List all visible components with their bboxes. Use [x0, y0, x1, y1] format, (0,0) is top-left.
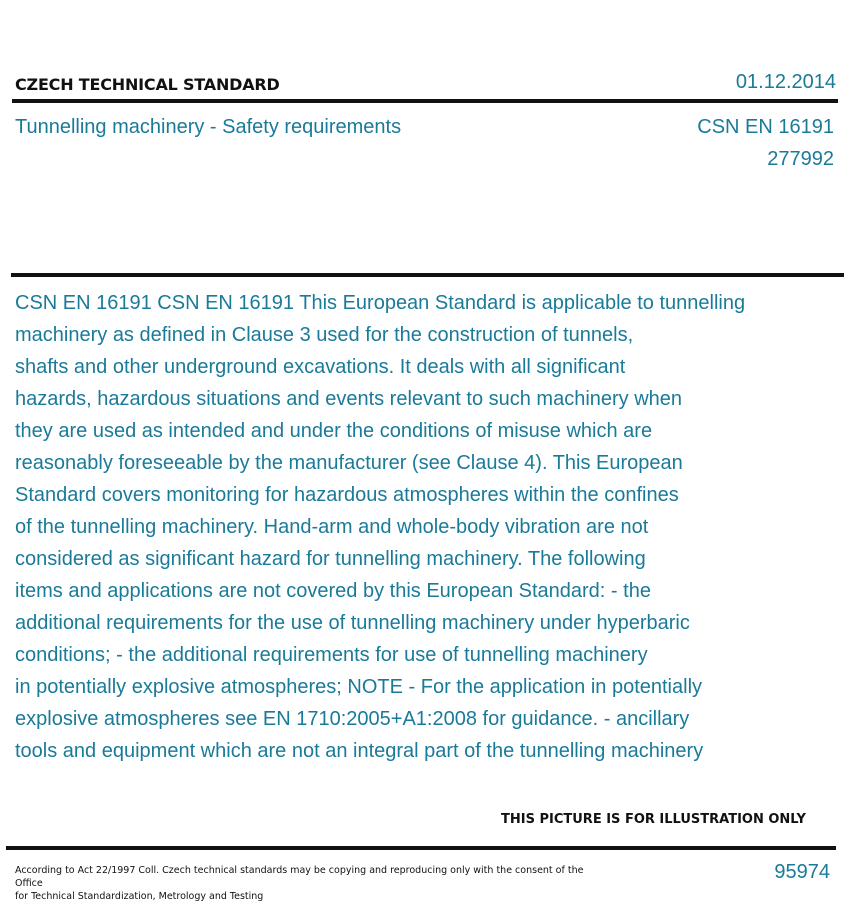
standard-title: Tunnelling machinery - Safety requirements: [15, 116, 402, 138]
document-id: 95974: [774, 861, 830, 883]
copyright-notice: According to Act 22/1997 Coll. Czech technical standards may be copying and reproducing only with the consent of the Office for Technical Standardization, Metrology and Testing: [15, 865, 584, 902]
standard-code: CSN EN 16191: [697, 116, 834, 138]
standard-number: 277992: [767, 148, 834, 170]
issue-date: 01.12.2014: [735, 71, 836, 93]
footer-divider: [6, 846, 836, 850]
header-divider: [12, 99, 838, 103]
document-type-label: CZECH TECHNICAL STANDARD: [15, 75, 280, 94]
standard-abstract: CSN EN 16191 CSN EN 16191 This European Standard is applicable to tunnelling machinery as defined in Clause 3 used for the construction of tunnels, shafts and other underground excavations. It deals with all significant hazards, hazardous situations and events relevant to such machinery when they are used as intended and under the conditions of misuse which are reasonably foreseeable by the manufacturer (see Clause 4). This European Standard covers monitoring for hazardous atmospheres within the confines of the tunnelling machinery. Hand-arm and whole-body vibration are not considered as significant hazard for tunnelling machinery. The following items and applications are not covered by this European Standard: - the additional requirements for the use of tunnelling machinery under hyperbaric conditions; - the additional requirements for use of tunnelling machinery in potentially explosive atmospheres; NOTE - For the application in potentially explosive atmospheres see EN 1710:2005+A1:2008 for guidance. - ancillary tools and equipment which are not an integral part of the tunnelling machinery: [15, 292, 746, 762]
body-top-divider: [11, 273, 844, 277]
illustration-disclaimer: THIS PICTURE IS FOR ILLUSTRATION ONLY: [501, 812, 806, 827]
